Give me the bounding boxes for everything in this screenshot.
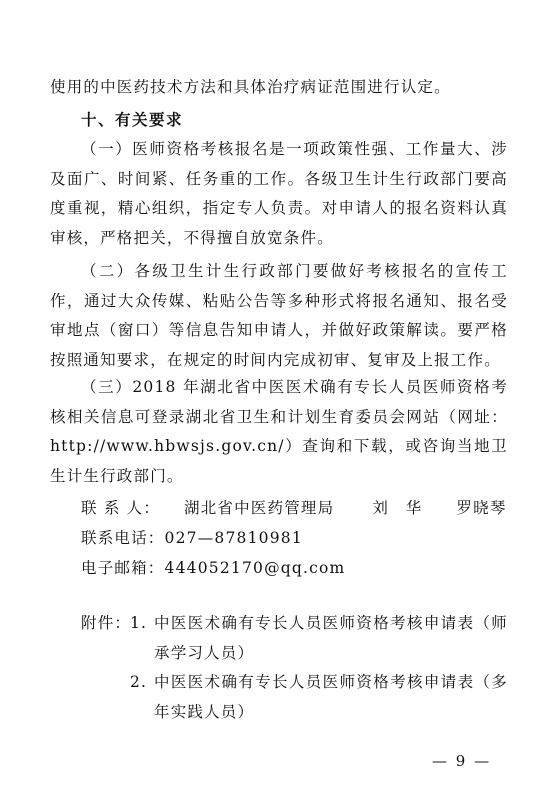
attachment-title: 中医医术确有专长人员医师资格考核申请表（师承学习人员） [154,614,508,662]
paragraph-continuation: 使用的中医药技术方法和具体治疗病证范围进行认定。 [50,78,451,96]
attachment-number: 1. [130,614,148,632]
page-number: — 9 — [432,752,492,770]
paragraph-requirement-2: （二）各级卫生计生行政部门要做好考核报名的宣传工作，通过大众传媒、粘贴公告等多种形式将报名通知、报名受审地点（窗口）等信息告知申请人，并做好政策解读。要严格按照通知要求，在规定的时间内完成初审、复审及上报工作。 [50,262,508,369]
attachments-label: 附件： [81,614,132,632]
attachment-item [130,668,508,727]
contact-phone: 027—87810981 [164,529,303,547]
contact-email-line [81,554,345,584]
paragraph-requirement-3: （三）2018 年湖北省中医医术确有专长人员医师资格考核相关信息可登录湖北省卫生和计划生育委员会网站（网址：http://www.hbwsjs.gov.cn/）查询和下载，或咨询当地卫生计生行政部门。 [50,378,508,485]
contact-email-label: 电子邮箱： [81,559,165,577]
contact-phone-line [81,524,303,554]
attachment-number: 2. [130,673,148,691]
contact-person-label: 联 系 人： [81,499,161,517]
contact-name-1: 刘 华 [372,499,423,517]
contact-name-2: 罗晓琴 [456,499,507,517]
contact-org: 湖北省中医药管理局 [184,499,335,517]
paragraph-requirement-1: （一）医师资格考核报名是一项政策性强、工作量大、涉及面广、时间紧、任务重的工作。各级卫生计生行政部门要高度重视，精心组织，指定专人负责。对申请人的报名资料认真审核，严格把关，不得擅自放宽条件。 [50,140,508,247]
attachment-item [130,609,508,668]
contact-email: 444052170@qq.com [164,559,346,577]
attachment-title: 中医医术确有专长人员医师资格考核申请表（多年实践人员） [154,673,508,721]
contact-phone-label: 联系电话： [81,529,165,547]
section-heading: 十、有关要求 [81,111,184,129]
contact-person-line [81,494,507,524]
